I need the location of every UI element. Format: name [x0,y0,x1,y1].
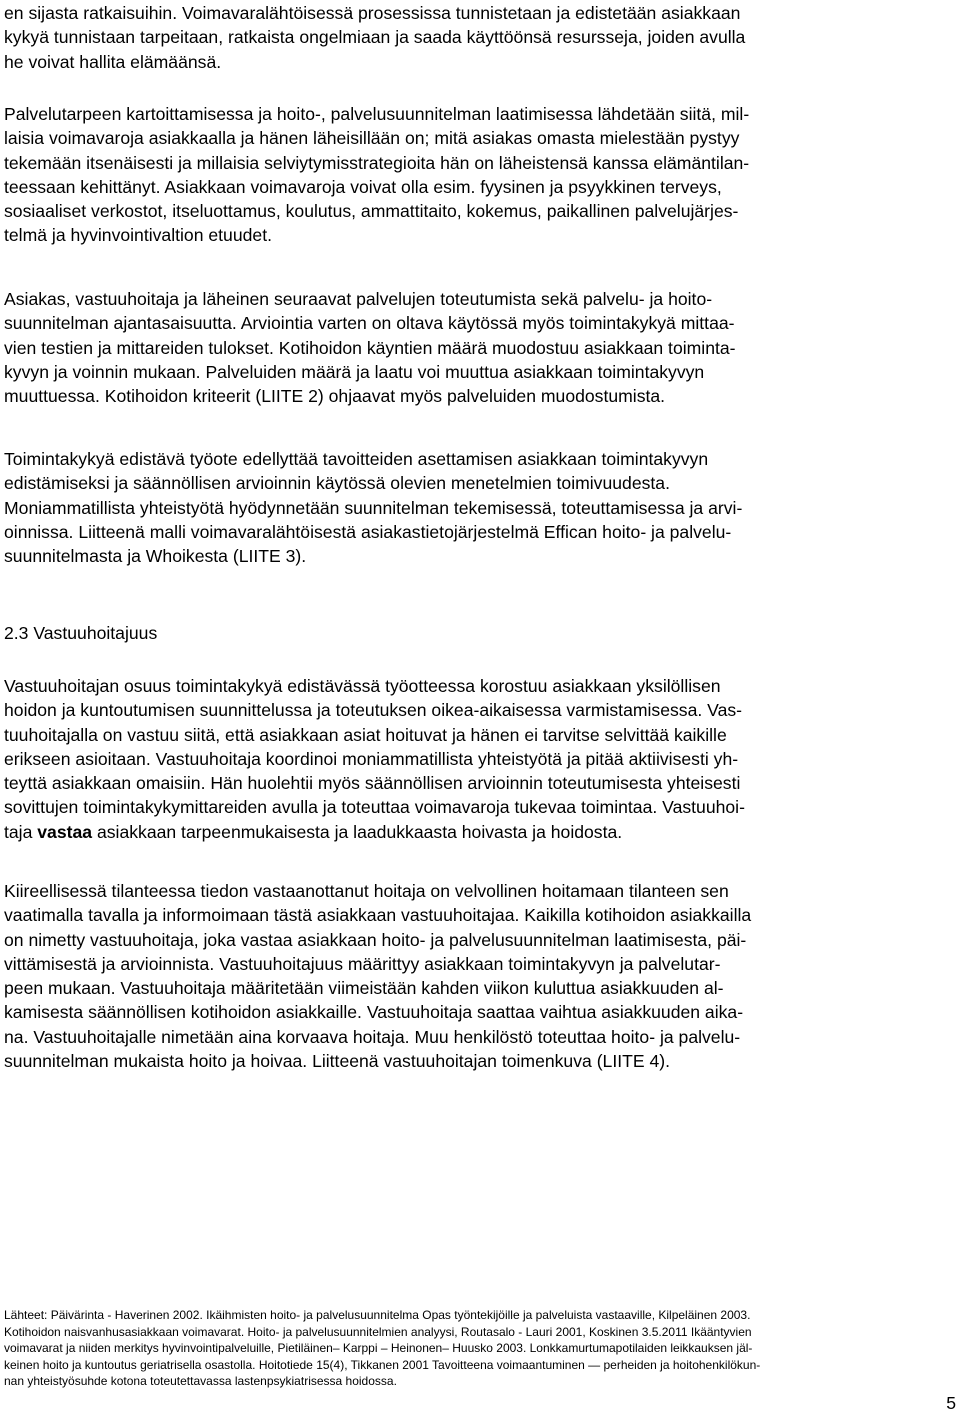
text-line: kykyä tunnistaan tarpeitaan, ratkaista ongelmiaan ja saada käyttöönsä resursseja, joiden avulla [4,27,746,48]
text-line: tuuhoitajalla on vastuu siitä, että asiakkaan asiat hoituvat ja hänen ei tarvitse selvittää kaikille [4,724,727,745]
text-line: muuttuessa. Kotihoidon kriteerit (LIITE 2) ohjaavat myös palveluiden muodostumista. [4,386,666,407]
text-line: tekemään itsenäisesti ja millaisia selviytymisstrategioita hän on läheistensä kanssa elämäntilan- [4,152,750,173]
text-line: telmä ja hyvinvointivaltion etuudet. [4,225,272,246]
reference-line: Kotihoidon naisvanhusasiakkaan voimavarat. Hoito- ja palvelusuunnitelmien analyysi, Routasalo - Lauri 2001, Koskinen 3.5.2011 Ikääntyvien [4,1324,752,1339]
reference-line: voimavarat ja niiden merkitys hyvinvointipalveluille, Pietiläinen– Karppi – Heinonen– Huusko 2003. Lonkkamurtumapotilaiden leikkauksen jäl- [4,1341,753,1356]
text-line: teyttä asiakkaan omaisiin. Hän huolehtii myös säännöllisen arvioinnin toteutumisesta yhteisesti [4,773,741,794]
text-line: hoidon ja kuntoutumisen suunnittelussa ja toteutuksen oikea-aikaisessa varmistamisessa. Vas- [4,700,743,721]
text-line: vaatimalla tavalla ja informoimaan tästä asiakkaan vastuuhoitajaa. Kaikilla kotihoidon asiakkailla [4,905,752,926]
paragraph-palvelutarpeen-kartoitus [4,102,952,248]
text-line-with-bold [4,820,952,844]
text-line: Palvelutarpeen kartoittamisessa ja hoito-, palvelusuunnitelman laatimisessa lähdetään siitä, mil- [4,104,750,124]
paragraph-kiireellinen-tilanne [4,879,952,1073]
text-line: Kiireellisessä tilanteessa tiedon vastaanottanut hoitaja on velvollinen hoitamaan tilanteen sen [4,881,729,901]
references-footnote [4,1307,952,1390]
reference-line: nan yhteistyösuhde kotona toteutettavassa lastenpsykiatrisessa hoidossa. [4,1374,397,1389]
text-line: erikseen asioitaan. Vastuuhoitaja koordinoi moniammatillista yhteistyötä ja pitää aktiivisesti yh- [4,748,739,769]
text-line: Asiakas, vastuuhoitaja ja läheinen seuraavat palvelujen toteutumista sekä palvelu- ja hoito- [4,289,713,309]
text-fragment: asiakkaan tarpeenmukaisesta ja laadukkaasta hoivasta ja hoidosta. [92,821,623,842]
text-line: suunnitelman ajantasaisuutta. Arviointia varten on oltava käytössä myös toimintakykyä mittaa- [4,313,735,334]
text-line: laisia voimavaroja asiakkaalla ja hänen läheisillään on; mitä asiakas omasta mielestään pystyy [4,128,740,149]
text-line: sovittujen toimintakykymittareiden avulla ja toteuttaa voimavaroja tukevaa toimintaa. Vastuuhoi- [4,797,745,818]
text-line: en sijasta ratkaisuihin. Voimavaralähtöisessä prosessissa tunnistetaan ja edistetään asiakkaan [4,3,741,23]
text-line: Toimintakykyä edistävä työote edellyttää tavoitteiden asettamisen asiakkaan toimintakyvyn [4,449,709,469]
section-heading: 2.3 Vastuuhoitajuus [4,623,158,643]
text-line: on nimetty vastuuhoitaja, joka vastaa asiakkaan hoito- ja palvelusuunnitelman laatimisesta, päi- [4,929,747,950]
paragraph-seuranta [4,287,952,408]
text-line: kamisesta säännöllisen kotihoidon asiakkaille. Vastuuhoitaja saattaa vaihtua asiakkuuden aika- [4,1002,744,1023]
paragraph-toimintakyky [4,447,952,568]
bold-word: vastaa [37,821,93,842]
text-line: suunnitelmasta ja Whoikesta (LIITE 3). [4,546,307,567]
text-line: na. Vastuuhoitajalle nimetään aina korvaava hoitaja. Muu henkilöstö toteuttaa hoito- ja palvelu- [4,1026,741,1047]
text-line: vittämisestä ja arvioinnista. Vastuuhoitajuus määrittyy asiakkaan toimintakyvyn ja palvelutar- [4,953,721,974]
text-line: vien testien ja mittareiden tulokset. Kotihoidon käyntien määrä muodostuu asiakkaan toiminta- [4,337,736,358]
paragraph-vastuuhoitajan-osuus [4,674,952,844]
text-line: he voivat hallita elämäänsä. [4,51,222,72]
text-line: suunnitelman mukaista hoito ja hoivaa. Liitteenä vastuuhoitajan toimenkuva (LIITE 4). [4,1051,671,1072]
text-line: Vastuuhoitajan osuus toimintakykyä edistävässä työotteessa korostuu asiakkaan yksilöllisen [4,676,721,696]
reference-line: keinen hoito ja kuntoutus geriatrisella osastolla. Hoitotiede 15(4), Tikkanen 2001 Tavoitteena voimaantuminen — perheiden ja hoitohenkilökun- [4,1357,761,1372]
text-line: Moniammatillista yhteistyötä hyödynnetään suunnitelman tekemisessä, toteuttamisessa ja arvi- [4,497,743,518]
text-line: edistämiseksi ja säännöllisen arvioinnin käytössä olevien menetelmien toimivuudesta. [4,473,670,494]
text-line: teessaan kehittänyt. Asiakkaan voimavaroja voivat olla esim. fyysinen ja psyykkinen terveys, [4,176,722,197]
text-line: oinnissa. Liitteenä malli voimavaralähtöisestä asiakastietojärjestelmä Effican hoito- ja palvelu- [4,521,732,542]
page-number: 5 [946,1393,956,1413]
reference-line: Lähteet: Päivärinta - Haverinen 2002. Ikäihmisten hoito- ja palvelusuunnitelma Opas työntekijöille ja palveluista vastaaville, Kilpeläinen 2003. [4,1308,751,1322]
text-line: peen mukaan. Vastuuhoitaja määritetään viimeistään kahden viikon kuluttua asiakkuuden al- [4,978,724,999]
paragraph-voimavaralahtoisyys [4,1,952,74]
text-fragment: taja [4,821,38,842]
text-line: kyvyn ja voinnin mukaan. Palveluiden määrä ja laatu voi muuttua asiakkaan toimintakyvyn [4,361,705,382]
text-line: sosiaaliset verkostot, itseluottamus, koulutus, ammattitaito, kokemus, paikallinen palvelujärjes- [4,201,739,222]
